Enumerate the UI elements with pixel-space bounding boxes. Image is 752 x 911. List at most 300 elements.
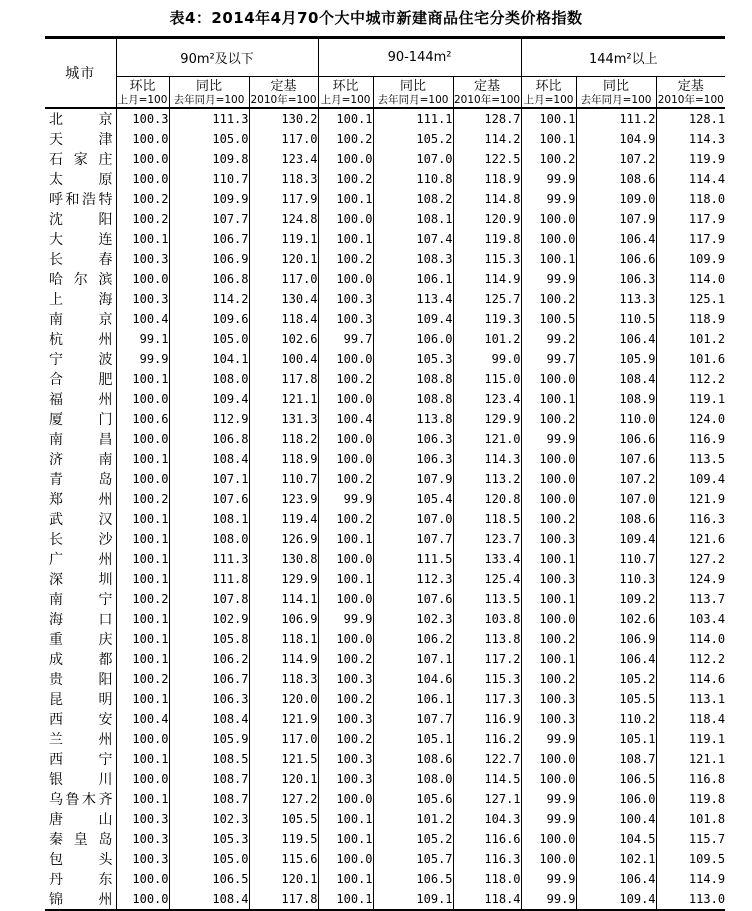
value-cell: 100.3 (116, 249, 169, 269)
value-cell: 119.8 (688, 792, 726, 806)
value-cell: 111.3 (169, 549, 249, 569)
value-cell: 114.1 (249, 589, 318, 609)
value-cell: 109.9 (688, 252, 726, 266)
value-cell: 100.0 (318, 849, 373, 869)
value-cell: 100.0 (521, 609, 576, 629)
value-cell: 114.6 (688, 672, 726, 686)
value-cell: 105.0 (169, 329, 249, 349)
value-cell: 109.9 (169, 189, 249, 209)
value-cell: 99.9 (521, 809, 576, 829)
subheader-label: 同比 (195, 78, 222, 94)
value-cell: 100.0 (521, 769, 576, 789)
value-cell: 106.0 (373, 329, 453, 349)
city-cell: 唐 山 (45, 809, 116, 829)
table-row (45, 429, 725, 449)
value-cell: 100.2 (318, 169, 373, 189)
value-cell: 106.6 (576, 249, 656, 269)
subheader-yoy-2 (373, 77, 453, 109)
value-cell: 100.1 (318, 529, 373, 549)
value-cell: 100.3 (318, 289, 373, 309)
value-cell: 113.7 (688, 592, 726, 606)
value-cell: 104.3 (453, 809, 521, 829)
subheader-base: 2010年=100 (250, 93, 317, 106)
value-cell: 104.6 (373, 669, 453, 689)
value-cell: 129.9 (453, 409, 521, 429)
value-cell: 108.0 (169, 529, 249, 549)
value-cell: 119.5 (249, 829, 318, 849)
subheader-yoy-3 (576, 77, 656, 109)
value-cell: 101.8 (688, 812, 726, 826)
table-row (45, 449, 725, 469)
value-cell: 127.1 (453, 789, 521, 809)
value-cell: 112.2 (688, 652, 726, 666)
group-header-144-above: 144m²以上 (521, 38, 725, 77)
value-cell: 100.2 (318, 369, 373, 389)
city-cell: 西 安 (45, 709, 116, 729)
value-cell: 106.4 (576, 649, 656, 669)
value-cell: 130.4 (249, 289, 318, 309)
value-cell: 114.2 (169, 289, 249, 309)
value-cell: 106.1 (373, 269, 453, 289)
value-cell: 115.3 (453, 669, 521, 689)
table-row (45, 809, 725, 829)
value-cell: 100.0 (521, 829, 576, 849)
value-cell: 100.2 (318, 649, 373, 669)
value-cell: 113.3 (576, 289, 656, 309)
value-cell: 131.3 (249, 409, 318, 429)
value-cell: 100.2 (318, 249, 373, 269)
value-cell: 103.4 (688, 612, 726, 626)
value-cell: 100.0 (116, 169, 169, 189)
value-cell: 106.8 (169, 429, 249, 449)
value-cell: 105.3 (373, 349, 453, 369)
city-cell: 银 川 (45, 769, 116, 789)
value-cell: 100.3 (318, 309, 373, 329)
value-cell: 104.9 (576, 129, 656, 149)
value-cell: 100.0 (116, 429, 169, 449)
value-cell: 101.2 (453, 329, 521, 349)
table-row (45, 149, 725, 169)
value-cell: 100.0 (521, 849, 576, 869)
table-row (45, 649, 725, 669)
city-cell: 南 昌 (45, 429, 116, 449)
value-cell: 113.5 (688, 452, 726, 466)
value-cell: 120.1 (249, 869, 318, 889)
subheader-base: 2010年=100 (657, 93, 724, 106)
value-cell: 106.3 (576, 269, 656, 289)
value-cell: 100.1 (116, 529, 169, 549)
value-cell: 112.2 (688, 372, 726, 386)
value-cell: 99.9 (318, 489, 373, 509)
value-cell: 114.5 (453, 769, 521, 789)
value-cell: 115.7 (688, 832, 726, 846)
value-cell: 105.1 (373, 729, 453, 749)
value-cell: 114.8 (453, 189, 521, 209)
city-cell: 兰 州 (45, 729, 116, 749)
value-cell: 106.7 (169, 669, 249, 689)
value-cell: 102.3 (169, 809, 249, 829)
value-cell: 100.5 (521, 309, 576, 329)
value-cell: 105.3 (169, 829, 249, 849)
table-row (45, 169, 725, 189)
value-cell: 125.4 (453, 569, 521, 589)
value-cell: 100.1 (116, 749, 169, 769)
value-cell: 106.7 (169, 229, 249, 249)
value-cell: 99.9 (521, 169, 576, 189)
value-cell: 118.4 (453, 889, 521, 910)
table-row (45, 529, 725, 549)
value-cell: 112.3 (373, 569, 453, 589)
city-cell: 南 宁 (45, 589, 116, 609)
value-cell: 100.0 (318, 589, 373, 609)
value-cell: 100.1 (521, 108, 576, 129)
value-cell: 109.6 (169, 309, 249, 329)
table-row (45, 469, 725, 489)
table-row (45, 569, 725, 589)
value-cell: 100.0 (318, 209, 373, 229)
table-row (45, 609, 725, 629)
table-body (45, 108, 725, 910)
value-cell: 117.9 (688, 232, 726, 246)
value-cell: 123.4 (453, 389, 521, 409)
value-cell: 103.8 (453, 609, 521, 629)
value-cell: 100.2 (521, 669, 576, 689)
value-cell: 108.6 (373, 749, 453, 769)
table-row (45, 369, 725, 389)
value-cell: 133.4 (453, 549, 521, 569)
value-cell: 106.9 (169, 249, 249, 269)
value-cell: 100.4 (318, 409, 373, 429)
city-cell: 沈 阳 (45, 209, 116, 229)
table-row (45, 629, 725, 649)
value-cell: 109.4 (576, 529, 656, 549)
subheader-fixedbase-1 (249, 77, 318, 109)
value-cell: 106.9 (576, 629, 656, 649)
value-cell: 108.8 (373, 369, 453, 389)
value-cell: 107.6 (373, 589, 453, 609)
value-cell: 109.8 (169, 149, 249, 169)
value-cell: 119.1 (688, 732, 726, 746)
value-cell: 126.9 (249, 529, 318, 549)
group-header-row (45, 38, 725, 77)
subheader-mom-3 (521, 77, 576, 109)
value-cell: 100.1 (521, 649, 576, 669)
city-cell: 北 京 (45, 108, 116, 129)
value-cell: 107.1 (169, 469, 249, 489)
value-cell: 117.8 (249, 369, 318, 389)
value-cell: 100.0 (116, 149, 169, 169)
value-cell: 106.3 (373, 429, 453, 449)
table-row (45, 309, 725, 329)
value-cell: 101.2 (373, 809, 453, 829)
value-cell: 100.4 (116, 309, 169, 329)
value-cell: 100.0 (116, 269, 169, 289)
value-cell: 100.2 (116, 589, 169, 609)
value-cell: 100.0 (521, 369, 576, 389)
price-index-table (45, 36, 725, 911)
value-cell: 122.5 (453, 149, 521, 169)
value-cell: 120.8 (453, 489, 521, 509)
value-cell: 107.0 (373, 509, 453, 529)
value-cell: 100.4 (116, 709, 169, 729)
value-cell: 106.5 (373, 869, 453, 889)
city-cell: 大 连 (45, 229, 116, 249)
city-cell: 上 海 (45, 289, 116, 309)
value-cell: 100.3 (318, 709, 373, 729)
value-cell: 119.8 (453, 229, 521, 249)
subheader-label: 定基 (677, 78, 704, 94)
value-cell: 100.1 (116, 629, 169, 649)
value-cell: 124.8 (249, 209, 318, 229)
city-cell: 济 南 (45, 449, 116, 469)
value-cell: 110.2 (576, 709, 656, 729)
value-cell: 110.5 (576, 309, 656, 329)
value-cell: 99.9 (521, 269, 576, 289)
city-cell: 丹 东 (45, 869, 116, 889)
value-cell: 117.3 (453, 689, 521, 709)
value-cell: 109.1 (373, 889, 453, 910)
value-cell: 100.1 (116, 509, 169, 529)
value-cell: 108.3 (373, 249, 453, 269)
table-row (45, 849, 725, 869)
value-cell: 127.2 (688, 552, 726, 566)
value-cell: 116.3 (688, 512, 726, 526)
value-cell: 100.1 (318, 809, 373, 829)
value-cell: 108.6 (576, 509, 656, 529)
subheader-base: 上月=100 (523, 93, 574, 106)
city-cell: 乌 鲁 木 齐 (45, 789, 116, 809)
value-cell: 130.8 (249, 549, 318, 569)
table-row (45, 509, 725, 529)
value-cell: 100.0 (318, 549, 373, 569)
city-cell: 合 肥 (45, 369, 116, 389)
value-cell: 100.1 (318, 889, 373, 910)
value-cell: 108.1 (373, 209, 453, 229)
value-cell: 102.9 (169, 609, 249, 629)
city-cell: 西 宁 (45, 749, 116, 769)
value-cell: 116.9 (688, 432, 726, 446)
value-cell: 107.1 (373, 649, 453, 669)
value-cell: 121.9 (688, 492, 726, 506)
value-cell: 108.7 (169, 789, 249, 809)
value-cell: 102.1 (576, 849, 656, 869)
value-cell: 107.7 (373, 529, 453, 549)
value-cell: 100.2 (116, 489, 169, 509)
value-cell: 118.9 (688, 312, 726, 326)
value-cell: 121.6 (688, 532, 726, 546)
value-cell: 108.5 (169, 749, 249, 769)
value-cell: 100.2 (318, 469, 373, 489)
value-cell: 100.3 (521, 689, 576, 709)
value-cell: 99.7 (318, 329, 373, 349)
value-cell: 106.1 (373, 689, 453, 709)
group-header-90-144: 90-144m² (318, 38, 521, 77)
value-cell: 118.2 (249, 429, 318, 449)
value-cell: 116.3 (453, 849, 521, 869)
table-row (45, 749, 725, 769)
value-cell: 100.1 (116, 789, 169, 809)
table-row (45, 789, 725, 809)
value-cell: 119.9 (688, 152, 726, 166)
value-cell: 100.0 (116, 389, 169, 409)
value-cell: 100.3 (318, 669, 373, 689)
value-cell: 100.0 (521, 469, 576, 489)
value-cell: 106.0 (576, 789, 656, 809)
table-row (45, 229, 725, 249)
value-cell: 99.9 (521, 889, 576, 910)
value-cell: 100.0 (318, 349, 373, 369)
city-cell: 宁 波 (45, 349, 116, 369)
city-cell: 长 春 (45, 249, 116, 269)
value-cell: 100.2 (318, 729, 373, 749)
value-cell: 100.4 (249, 349, 318, 369)
value-cell: 128.7 (453, 108, 521, 129)
city-cell: 杭 州 (45, 329, 116, 349)
city-column-header: 城市 (45, 38, 116, 109)
value-cell: 109.2 (576, 589, 656, 609)
value-cell: 106.4 (576, 329, 656, 349)
value-cell: 100.0 (116, 469, 169, 489)
table-row (45, 769, 725, 789)
value-cell: 105.2 (576, 669, 656, 689)
city-cell: 天 津 (45, 129, 116, 149)
value-cell: 118.3 (249, 669, 318, 689)
value-cell: 100.2 (116, 189, 169, 209)
value-cell: 102.3 (373, 609, 453, 629)
city-cell: 郑 州 (45, 489, 116, 509)
value-cell: 100.1 (116, 369, 169, 389)
value-cell: 121.9 (249, 709, 318, 729)
table-row (45, 889, 725, 910)
value-cell: 106.5 (169, 869, 249, 889)
value-cell: 108.4 (169, 889, 249, 910)
value-cell: 100.1 (116, 449, 169, 469)
city-cell: 海 口 (45, 609, 116, 629)
value-cell: 99.9 (521, 189, 576, 209)
table-row (45, 409, 725, 429)
value-cell: 105.5 (576, 689, 656, 709)
value-cell: 100.2 (521, 409, 576, 429)
value-cell: 114.9 (688, 872, 726, 886)
value-cell: 100.3 (318, 769, 373, 789)
value-cell: 100.0 (521, 229, 576, 249)
value-cell: 116.6 (453, 829, 521, 849)
value-cell: 100.3 (116, 108, 169, 129)
subheader-label: 环比 (332, 78, 359, 94)
subheader-yoy-1 (169, 77, 249, 109)
value-cell: 122.7 (453, 749, 521, 769)
value-cell: 116.2 (453, 729, 521, 749)
value-cell: 100.3 (116, 289, 169, 309)
subheader-base: 去年同月=100 (377, 93, 449, 106)
value-cell: 107.0 (373, 149, 453, 169)
value-cell: 105.6 (373, 789, 453, 809)
value-cell: 112.9 (169, 409, 249, 429)
value-cell: 106.3 (169, 689, 249, 709)
subheader-label: 定基 (474, 78, 501, 94)
value-cell: 100.2 (318, 509, 373, 529)
value-cell: 110.7 (249, 469, 318, 489)
table-row (45, 108, 725, 129)
subheader-label: 环比 (535, 78, 562, 94)
subheader-label: 同比 (603, 78, 630, 94)
value-cell: 101.2 (688, 332, 726, 346)
value-cell: 105.2 (373, 129, 453, 149)
value-cell: 100.0 (318, 429, 373, 449)
value-cell: 100.1 (318, 229, 373, 249)
value-cell: 106.4 (576, 869, 656, 889)
value-cell: 99.9 (318, 609, 373, 629)
city-cell: 南 京 (45, 309, 116, 329)
table-header (45, 38, 725, 109)
value-cell: 110.3 (576, 569, 656, 589)
value-cell: 99.9 (521, 729, 576, 749)
value-cell: 121.1 (249, 389, 318, 409)
value-cell: 127.2 (249, 789, 318, 809)
value-cell: 117.0 (249, 129, 318, 149)
value-cell: 113.8 (453, 629, 521, 649)
value-cell: 120.0 (249, 689, 318, 709)
value-cell: 100.3 (116, 809, 169, 829)
table-row (45, 249, 725, 269)
value-cell: 108.0 (373, 769, 453, 789)
value-cell: 106.4 (576, 229, 656, 249)
value-cell: 107.2 (576, 149, 656, 169)
value-cell: 108.9 (576, 389, 656, 409)
value-cell: 107.7 (169, 209, 249, 229)
table-row (45, 669, 725, 689)
subheader-base: 上月=100 (320, 93, 371, 106)
city-cell: 石 家 庄 (45, 149, 116, 169)
value-cell: 106.9 (249, 609, 318, 629)
value-cell: 117.0 (249, 269, 318, 289)
value-cell: 105.1 (576, 729, 656, 749)
table-row (45, 869, 725, 889)
value-cell: 108.7 (169, 769, 249, 789)
value-cell: 110.7 (169, 169, 249, 189)
value-cell: 100.0 (318, 269, 373, 289)
group-header-90-below: 90m²及以下 (116, 38, 318, 77)
value-cell: 100.1 (116, 229, 169, 249)
table-row (45, 829, 725, 849)
value-cell: 108.8 (373, 389, 453, 409)
value-cell: 100.1 (318, 108, 373, 129)
value-cell: 100.2 (116, 669, 169, 689)
value-cell: 113.0 (688, 892, 726, 906)
value-cell: 108.7 (576, 749, 656, 769)
value-cell: 119.4 (249, 509, 318, 529)
value-cell: 100.1 (318, 829, 373, 849)
value-cell: 100.2 (521, 149, 576, 169)
value-cell: 109.4 (373, 309, 453, 329)
value-cell: 119.1 (688, 392, 726, 406)
value-cell: 108.1 (169, 509, 249, 529)
value-cell: 100.0 (521, 209, 576, 229)
value-cell: 117.8 (249, 889, 318, 910)
subheader-base: 去年同月=100 (173, 93, 245, 106)
value-cell: 116.9 (453, 709, 521, 729)
city-cell: 秦 皇 岛 (45, 829, 116, 849)
value-cell: 111.2 (576, 108, 656, 129)
value-cell: 119.3 (453, 309, 521, 329)
value-cell: 100.0 (318, 449, 373, 469)
value-cell: 117.9 (249, 189, 318, 209)
value-cell: 100.4 (576, 809, 656, 829)
value-cell: 115.6 (249, 849, 318, 869)
value-cell: 130.2 (249, 108, 318, 129)
value-cell: 113.5 (453, 589, 521, 609)
value-cell: 109.0 (576, 189, 656, 209)
